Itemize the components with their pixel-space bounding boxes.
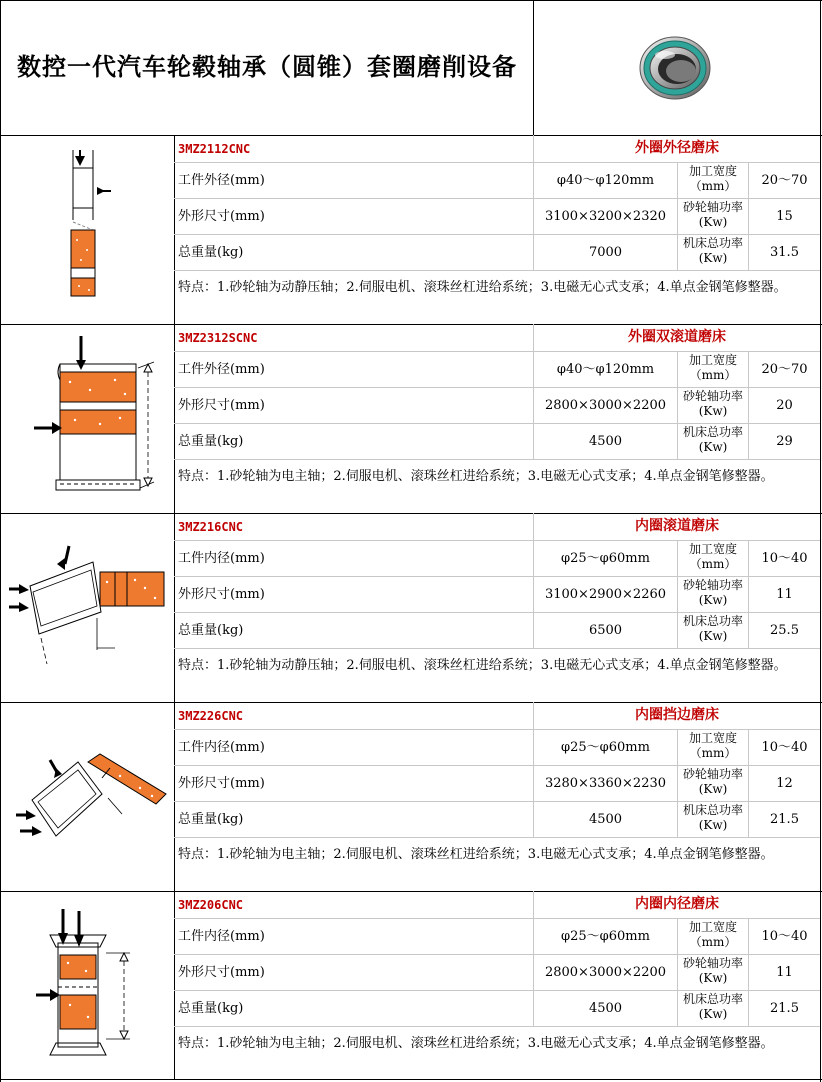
machine-power-label: 机床总功率(Kw) (682, 803, 743, 832)
size-value: 3100×3200×2320 (544, 209, 667, 224)
size-value: 2800×3000×2200 (544, 965, 667, 980)
grid-line (174, 459, 820, 460)
size-label: 外形尺寸(mm) (178, 587, 265, 602)
size-label: 外形尺寸(mm) (178, 965, 265, 980)
size-value: 3280×3360×2230 (544, 776, 667, 791)
machining-width-value: 20～70 (761, 173, 808, 188)
section-divider (0, 891, 822, 892)
model-number: 3MZ206CNC (178, 898, 244, 912)
bearing-photo (635, 22, 720, 107)
col-divider (174, 891, 175, 1079)
machining-width-label: 加工宽度（mm） (688, 731, 737, 760)
grid-line (174, 990, 820, 991)
machine-power-value: 31.5 (770, 245, 799, 260)
section-divider (0, 702, 822, 703)
grid-line (174, 351, 820, 352)
inner-raceway-grinding-diagram (5, 538, 173, 678)
dimension-value: φ40～φ120mm (556, 173, 655, 188)
grid-line (174, 765, 820, 766)
wheel-power-value: 12 (776, 776, 793, 791)
machine-power-label: 机床总功率(Kw) (682, 614, 743, 643)
dimension-value: φ25～φ60mm (561, 740, 650, 755)
grid-line (174, 1026, 820, 1027)
dimension-label: 工件外径(mm) (178, 362, 265, 377)
model-number: 3MZ216CNC (178, 520, 244, 534)
dimension-value: φ25～φ60mm (561, 551, 650, 566)
machine-power-value: 25.5 (770, 623, 799, 638)
features-text: 特点：1.砂轮轴为动静压轴；2.伺服电机、滚珠丝杠进给系统；3.电磁无心式支承；4.单点金钢笔修整器。 (178, 658, 787, 673)
frame-left (0, 0, 1, 1082)
header-bottom-line (0, 135, 822, 136)
frame-top (0, 0, 822, 1)
dimension-label: 工件内径(mm) (178, 740, 265, 755)
double-raceway-grinding-diagram (30, 332, 160, 497)
machining-width-label: 加工宽度（mm） (688, 164, 737, 193)
grid-line (174, 918, 820, 919)
machine-type: 内圈内径磨床 (635, 896, 719, 912)
machining-width-label: 加工宽度（mm） (688, 920, 737, 949)
frame-right (820, 0, 821, 1082)
machine-power-value: 21.5 (770, 812, 799, 827)
grid-line (174, 270, 820, 271)
machining-width-value: 10～40 (761, 740, 808, 755)
wheel-power-value: 15 (776, 209, 793, 224)
grid-line (174, 198, 820, 199)
page-title: 数控一代汽车轮毂轴承（圆锥）套圈磨削设备 (17, 53, 517, 81)
grid-line (174, 576, 820, 577)
inner-rib-grinding-diagram (10, 740, 170, 860)
wheel-power-label: 砂轮轴功率(Kw) (682, 578, 743, 607)
size-value: 3100×2900×2260 (544, 587, 667, 602)
features-text: 特点：1.砂轮轴为电主轴；2.伺服电机、滚珠丝杠进给系统；3.电磁无心式支承；4.单点金钢笔修整器。 (178, 469, 774, 484)
col-divider (174, 702, 175, 891)
grid-line (174, 837, 820, 838)
section-divider (0, 324, 822, 325)
dimension-value: φ40～φ120mm (556, 362, 655, 377)
features-text: 特点：1.砂轮轴为电主轴；2.伺服电机、滚珠丝杠进给系统；3.电磁无心式支承；4.单点金钢笔修整器。 (178, 1036, 774, 1051)
header-divider (533, 0, 534, 135)
grid-line (174, 729, 820, 730)
inner-bore-grinding-diagram (30, 905, 150, 1065)
grid-line (174, 423, 820, 424)
machine-power-label: 机床总功率(Kw) (682, 992, 743, 1021)
features-text: 特点：1.砂轮轴为动静压轴；2.伺服电机、滚珠丝杠进给系统；3.电磁无心式支承；4.单点金钢笔修整器。 (178, 280, 787, 295)
machine-type: 内圈滚道磨床 (635, 518, 719, 534)
grid-line (174, 648, 820, 649)
grid-line (174, 162, 820, 163)
grid-line (174, 234, 820, 235)
weight-value: 7000 (588, 245, 623, 260)
weight-value: 4500 (588, 812, 623, 827)
model-number: 3MZ2312SCNC (178, 331, 258, 345)
weight-value: 4500 (588, 434, 623, 449)
frame-bottom (0, 1079, 822, 1080)
model-number: 3MZ2112CNC (178, 142, 251, 156)
weight-label: 总重量(kg) (178, 812, 244, 827)
col-divider (174, 324, 175, 513)
section-divider (0, 513, 822, 514)
weight-label: 总重量(kg) (178, 1001, 244, 1016)
col-divider (174, 513, 175, 702)
machining-width-value: 10～40 (761, 551, 808, 566)
wheel-power-label: 砂轮轴功率(Kw) (682, 767, 743, 796)
model-number: 3MZ226CNC (178, 709, 244, 723)
size-label: 外形尺寸(mm) (178, 209, 265, 224)
grid-line (174, 387, 820, 388)
weight-label: 总重量(kg) (178, 623, 244, 638)
weight-label: 总重量(kg) (178, 434, 244, 449)
weight-value: 6500 (588, 623, 623, 638)
dimension-value: φ25～φ60mm (561, 929, 650, 944)
features-text: 特点：1.砂轮轴为电主轴；2.伺服电机、滚珠丝杠进给系统；3.电磁无心式支承；4.单点金钢笔修整器。 (178, 847, 774, 862)
machining-width-label: 加工宽度（mm） (688, 542, 737, 571)
weight-value: 4500 (588, 1001, 623, 1016)
machining-width-value: 20～70 (761, 362, 808, 377)
machine-power-label: 机床总功率(Kw) (682, 425, 743, 454)
machine-power-value: 21.5 (770, 1001, 799, 1016)
grid-line (174, 540, 820, 541)
grid-line (174, 801, 820, 802)
wheel-power-label: 砂轮轴功率(Kw) (682, 956, 743, 985)
wheel-power-value: 11 (776, 965, 793, 980)
grid-line (174, 954, 820, 955)
grid-line (174, 612, 820, 613)
size-label: 外形尺寸(mm) (178, 398, 265, 413)
size-label: 外形尺寸(mm) (178, 776, 265, 791)
machining-width-value: 10～40 (761, 929, 808, 944)
wheel-power-label: 砂轮轴功率(Kw) (682, 200, 743, 229)
machine-power-value: 29 (776, 434, 793, 449)
dimension-label: 工件内径(mm) (178, 551, 265, 566)
machine-power-label: 机床总功率(Kw) (682, 236, 743, 265)
machine-type: 内圈挡边磨床 (635, 707, 719, 723)
outer-diameter-grinding-diagram (35, 150, 135, 305)
weight-label: 总重量(kg) (178, 245, 244, 260)
machining-width-label: 加工宽度（mm） (688, 353, 737, 382)
wheel-power-label: 砂轮轴功率(Kw) (682, 389, 743, 418)
wheel-power-value: 20 (776, 398, 793, 413)
dimension-label: 工件外径(mm) (178, 173, 265, 188)
col-divider (174, 135, 175, 324)
wheel-power-value: 11 (776, 587, 793, 602)
machine-type: 外圈双滚道磨床 (628, 329, 726, 345)
dimension-label: 工件内径(mm) (178, 929, 265, 944)
machine-type: 外圈外径磨床 (635, 140, 719, 156)
size-value: 2800×3000×2200 (544, 398, 667, 413)
